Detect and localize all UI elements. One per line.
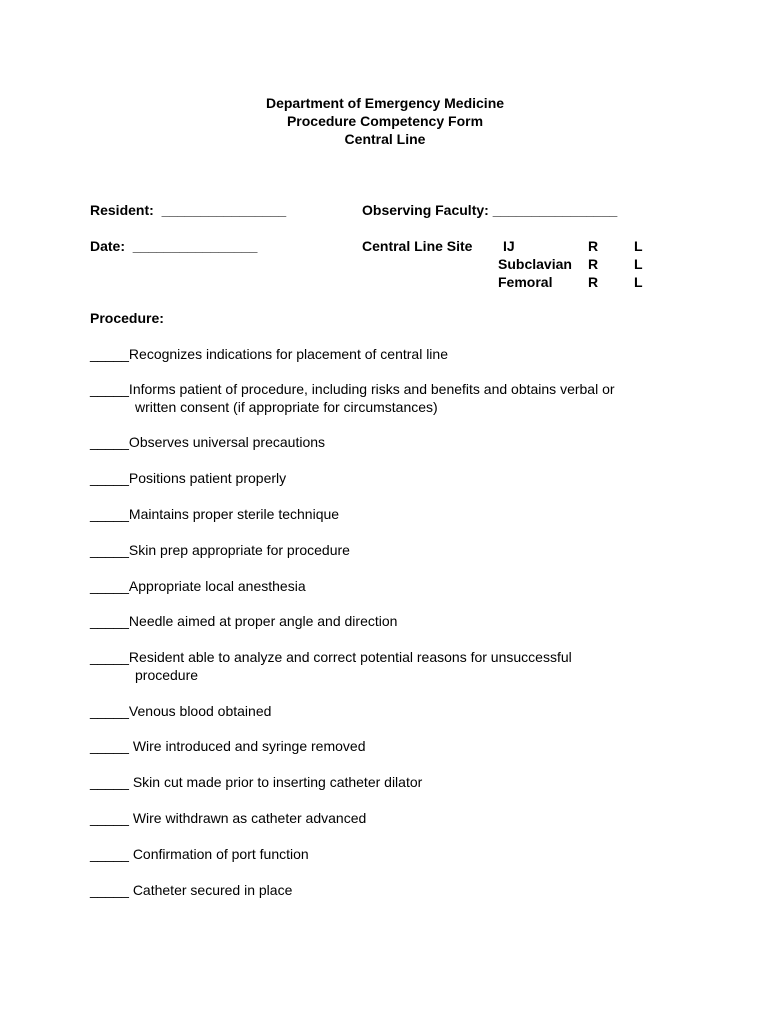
checklist-item[interactable] (90, 505, 339, 523)
checklist-item-text: _____Informs patient of procedure, including risks and benefits and obtains verbal or (90, 381, 615, 397)
checklist-item-text: _____Recognizes indications for placement of central line (90, 346, 448, 362)
checklist-item-text: _____Positions patient properly (90, 470, 287, 486)
checklist-item[interactable] (90, 469, 286, 487)
checklist-item-continuation: procedure (135, 667, 199, 683)
checklist-item[interactable] (90, 541, 350, 559)
checklist-item[interactable] (90, 773, 422, 791)
checklist-item[interactable] (90, 845, 309, 863)
site-femoral-left[interactable]: L (634, 274, 643, 290)
central-line-site-label: Central Line Site (362, 238, 473, 254)
site-name-ij: IJ (503, 238, 515, 254)
site-name-subclavian: Subclavian (498, 256, 572, 272)
checklist-item-text: _____Skin prep appropriate for procedure (90, 542, 350, 558)
checklist-item-continuation: written consent (if appropriate for circumstances) (135, 399, 438, 415)
checklist-item-text: _____ Wire introduced and syringe removed (90, 738, 366, 754)
form-title: Procedure Competency Form (286, 113, 484, 129)
checklist-item-text: _____Maintains proper sterile technique (90, 506, 340, 522)
procedure-title: Central Line (344, 131, 426, 147)
site-name-femoral: Femoral (498, 274, 553, 290)
checklist-item-text: _____ Catheter secured in place (90, 882, 293, 898)
checklist-item[interactable] (90, 881, 292, 899)
checklist-item[interactable] (90, 433, 325, 451)
checklist-item[interactable] (90, 702, 271, 720)
checklist-item[interactable] (90, 809, 366, 827)
checklist-item[interactable] (90, 380, 615, 416)
checklist-item-text: _____Needle aimed at proper angle and direction (90, 613, 398, 629)
department-title: Department of Emergency Medicine (265, 95, 505, 111)
site-subclavian-right[interactable]: R (588, 256, 599, 272)
checklist-item[interactable] (90, 345, 448, 363)
checklist-item-text: _____Appropriate local anesthesia (90, 578, 306, 594)
checklist-item[interactable] (90, 648, 572, 684)
checklist-item-text: _____ Confirmation of port function (90, 846, 309, 862)
checklist-item-text: _____ Skin cut made prior to inserting catheter dilator (90, 774, 423, 790)
checklist-item[interactable] (90, 737, 366, 755)
form-header (0, 94, 770, 148)
site-ij-right[interactable]: R (588, 238, 599, 254)
site-ij-left[interactable]: L (634, 238, 643, 254)
resident-field[interactable]: Resident: ________________ (90, 202, 287, 218)
checklist-item[interactable] (90, 612, 397, 630)
checklist-item-text: _____ Wire withdrawn as catheter advanced (90, 810, 367, 826)
site-femoral-right[interactable]: R (588, 274, 599, 290)
date-field[interactable]: Date: ________________ (90, 238, 258, 254)
procedure-heading: Procedure: (90, 310, 164, 326)
observing-faculty-field[interactable]: Observing Faculty: ________________ (362, 202, 618, 218)
checklist-item-text: _____Venous blood obtained (90, 703, 272, 719)
site-subclavian-left[interactable]: L (634, 256, 643, 272)
checklist-item[interactable] (90, 577, 306, 595)
checklist-item-text: _____Observes universal precautions (90, 434, 326, 450)
checklist-item-text: _____Resident able to analyze and correct potential reasons for unsuccessful (90, 649, 572, 665)
